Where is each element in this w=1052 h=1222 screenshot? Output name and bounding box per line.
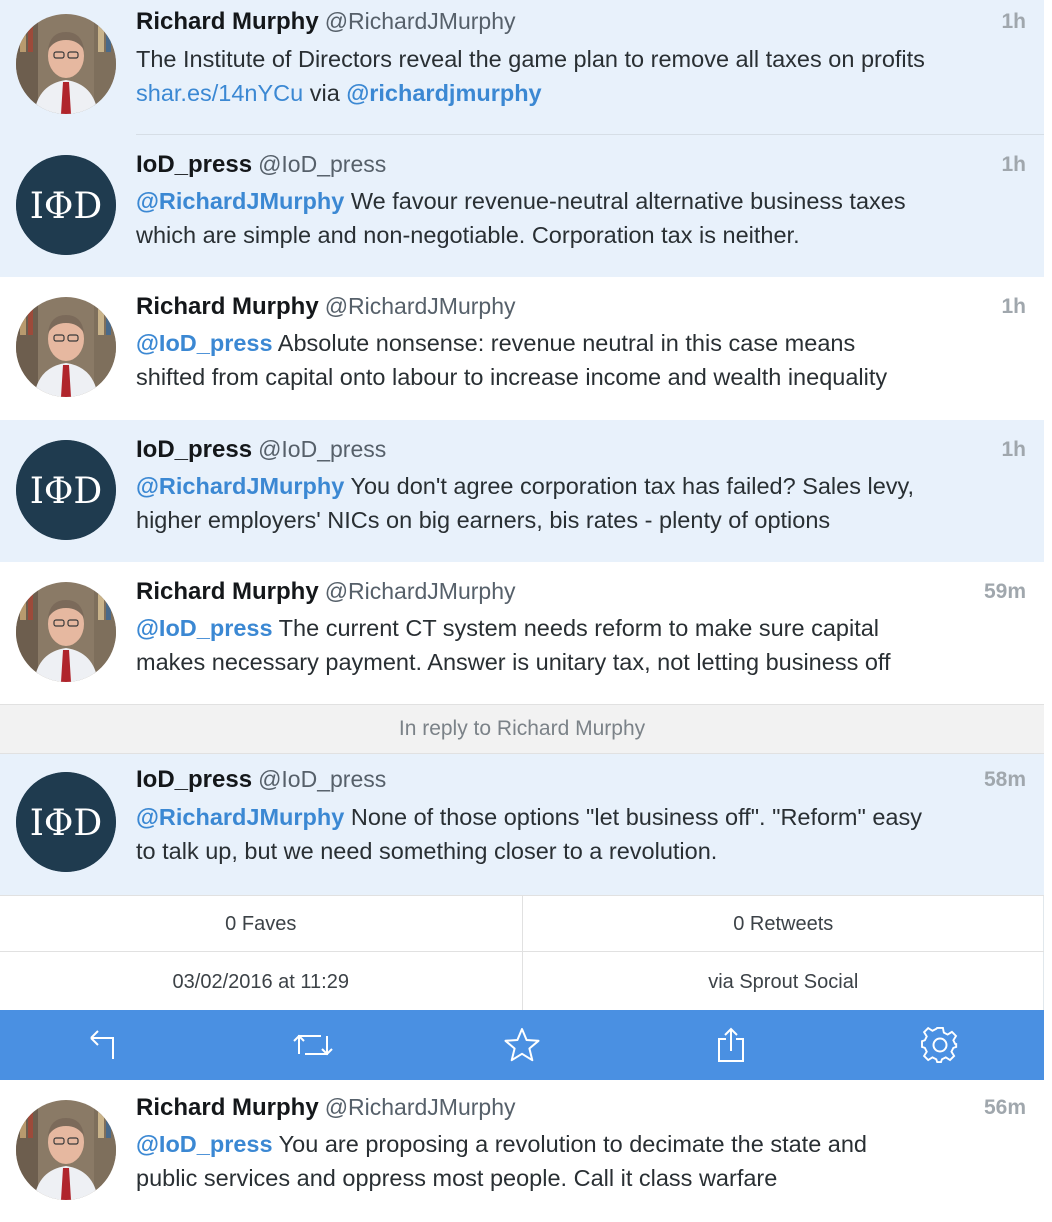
iod-logo-icon (16, 772, 116, 872)
tweet-source[interactable]: via Sprout Social (522, 952, 1045, 1012)
settings-icon (921, 1026, 959, 1064)
author-name[interactable]: Richard Murphy (136, 578, 319, 605)
svg-text:IΦD: IΦD (29, 186, 103, 227)
author-name[interactable]: Richard Murphy (136, 1094, 319, 1121)
tweet-text (136, 42, 1014, 110)
tweet-time[interactable]: 1h (1001, 10, 1026, 33)
author-name[interactable]: Richard Murphy (136, 293, 319, 320)
tweet-header (136, 293, 1026, 323)
tweet-time[interactable]: 1h (1001, 438, 1026, 461)
mention-link[interactable]: @IoD_press (136, 330, 273, 356)
retweet-icon (291, 1028, 335, 1062)
svg-text:IΦD: IΦD (29, 471, 103, 512)
tweet[interactable] (0, 420, 1044, 562)
person-photo-icon (16, 582, 116, 682)
mention-link[interactable]: @IoD_press (136, 615, 273, 641)
tweet-text-line: public services and oppress most people. Call it class warfare (136, 1165, 778, 1191)
tweet-action-bar (0, 1010, 1044, 1080)
tweet-details (0, 895, 1044, 1012)
reply-button[interactable] (0, 1010, 209, 1080)
tweet-time[interactable]: 1h (1001, 295, 1026, 318)
tweet-text (136, 469, 1014, 537)
author-name[interactable]: IoD_press (136, 766, 253, 793)
tweet[interactable] (0, 1080, 1044, 1222)
author-handle[interactable]: @RichardJMurphy (324, 1094, 516, 1120)
avatar[interactable] (16, 772, 116, 872)
tweet-text-line: higher employers' NICs on big earners, bis rates - plenty of options (136, 507, 831, 533)
tweet[interactable] (0, 0, 1044, 135)
tweet-text-line (136, 469, 1014, 503)
tweet-time[interactable]: 56m (983, 1096, 1026, 1119)
tweet-text-line (136, 1127, 1014, 1161)
author-handle[interactable]: @RichardJMurphy (324, 8, 516, 34)
tweet-body: Absolute nonsense: revenue neutral in this case means (272, 330, 856, 356)
tweet-text (136, 800, 1014, 868)
tweet-header (136, 766, 1026, 796)
in-reply-to-bar[interactable]: In reply to Richard Murphy (0, 704, 1044, 754)
tweet-body: The current CT system needs reform to make sure capital (272, 615, 880, 641)
tweet-text-line: shifted from capital onto labour to increase income and wealth inequality (136, 364, 888, 390)
author-handle[interactable]: @RichardJMurphy (324, 578, 516, 604)
tweet[interactable] (0, 277, 1044, 420)
author-handle[interactable]: @IoD_press (258, 766, 387, 792)
author-handle[interactable]: @RichardJMurphy (324, 293, 516, 319)
mention-link[interactable]: @IoD_press (136, 1131, 273, 1157)
settings-button[interactable] (835, 1010, 1044, 1080)
tweet-header (136, 578, 1026, 608)
tweet-time[interactable]: 58m (983, 768, 1026, 791)
share-button[interactable] (626, 1010, 835, 1080)
iod-logo-icon (16, 155, 116, 255)
tweet-text-line: The Institute of Directors reveal the game plan to remove all taxes on profits (136, 46, 925, 72)
mention-link[interactable]: @RichardJMurphy (136, 188, 345, 214)
favorite-icon (503, 1027, 541, 1063)
tweet-time[interactable]: 59m (983, 580, 1026, 603)
tweet-header (136, 8, 1026, 38)
tweet-link[interactable]: shar.es/14nYCu (136, 80, 304, 106)
tweet-expanded[interactable] (0, 754, 1044, 895)
via-text: via (303, 80, 347, 106)
tweet-text-line (136, 184, 1014, 218)
person-photo-icon (16, 14, 116, 114)
avatar[interactable] (16, 1100, 116, 1200)
person-photo-icon (16, 297, 116, 397)
tweet-body: We favour revenue-neutral alternative business taxes (344, 188, 906, 214)
reply-icon (87, 1028, 121, 1062)
tweet-header (136, 151, 1026, 181)
tweet-text (136, 611, 1014, 679)
stats-row (0, 896, 1044, 952)
iod-logo-icon (16, 440, 116, 540)
tweet-text (136, 326, 1014, 394)
avatar[interactable] (16, 440, 116, 540)
tweet-header (136, 1094, 1026, 1124)
tweet-text-line (136, 76, 1014, 110)
tweet-text-line (136, 326, 1014, 360)
tweet-text (136, 184, 1014, 252)
author-name[interactable]: IoD_press (136, 436, 253, 463)
favorite-button[interactable] (418, 1010, 627, 1080)
author-handle[interactable]: @IoD_press (258, 151, 387, 177)
tweet[interactable] (0, 135, 1044, 277)
avatar[interactable] (16, 297, 116, 397)
avatar[interactable] (16, 582, 116, 682)
tweet-body: You are proposing a revolution to decimate the state and (272, 1131, 868, 1157)
author-name[interactable]: IoD_press (136, 151, 253, 178)
tweet-body: None of those options "let business off". "Reform" easy (344, 804, 922, 830)
tweet[interactable] (0, 562, 1044, 704)
tweet-text-line: which are simple and non-negotiable. Corporation tax is neither. (136, 222, 800, 248)
mention-link[interactable]: @RichardJMurphy (136, 473, 345, 499)
tweet-text-line (136, 800, 1014, 834)
avatar[interactable] (16, 14, 116, 114)
tweet-text-line (136, 611, 1014, 645)
retweets-count[interactable]: 0 Retweets (522, 896, 1045, 951)
avatar[interactable] (16, 155, 116, 255)
tweet-text-line: makes necessary payment. Answer is unitary tax, not letting business off (136, 649, 891, 675)
tweet-text (136, 1127, 1014, 1195)
mention-link[interactable]: @richardjmurphy (346, 80, 542, 106)
retweet-button[interactable] (209, 1010, 418, 1080)
person-photo-icon (16, 1100, 116, 1200)
tweet-body: You don't agree corporation tax has failed? Sales levy, (344, 473, 915, 499)
tweet-time[interactable]: 1h (1001, 153, 1026, 176)
meta-row (0, 952, 1044, 1012)
share-icon (716, 1027, 746, 1063)
tweet-text-line: to talk up, but we need something closer to a revolution. (136, 838, 718, 864)
tweet-header (136, 436, 1026, 466)
svg-text:IΦD: IΦD (29, 803, 103, 844)
tweet-timestamp: 03/02/2016 at 11:29 (172, 971, 349, 993)
author-handle[interactable]: @IoD_press (258, 436, 387, 462)
author-name[interactable]: Richard Murphy (136, 8, 319, 35)
faves-count[interactable]: 0 Faves (225, 913, 297, 935)
mention-link[interactable]: @RichardJMurphy (136, 804, 345, 830)
